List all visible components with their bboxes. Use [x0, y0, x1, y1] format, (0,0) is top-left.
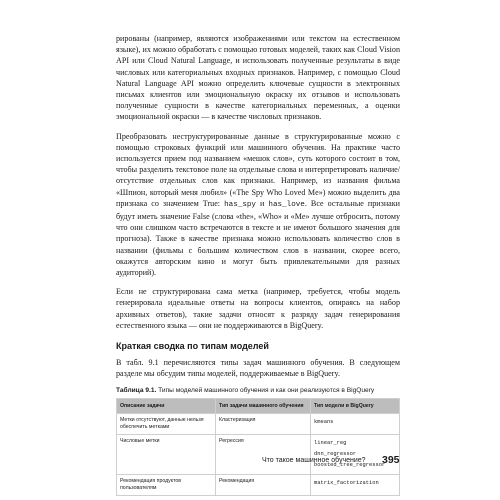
- paragraph-2: [116, 131, 400, 279]
- model-types-table: [116, 398, 400, 496]
- cell-models: [311, 414, 400, 435]
- table-caption-label: Таблица 9.1.: [116, 387, 157, 395]
- model-name: linear_reg: [314, 440, 347, 447]
- cell-task: Числовые метки: [117, 435, 216, 475]
- code-has-spy: has_spy: [224, 200, 256, 209]
- paragraph-1: рированы (например, являются изображениями или текстом на естественном языке), их можно обработать с помощью готовых моделей, таких как Cloud Vision API или Cloud Natural Language, и использовать полученные результаты в виде числовых или категориальных входных признаков. Например, с помощью Cloud Natural Language API можно определить ключевые сущности в электронных письмах клиентов или эмоциональную окраску их отзывов и использовать полученные сущности в качестве категориальных переменных, а оценки эмоциональной окраски — в качестве числовых признаков.: [116, 34, 400, 122]
- model-name: boosted_tree_regressor: [314, 462, 386, 469]
- code-has-love: has_love: [268, 200, 305, 209]
- paragraph-3: Если не структурирована сама метка (например, требуется, чтобы модель генерировала идеальные ответы на вопросы клиентов, опираясь на набор архивных ответов), такие задачи относят к разряду задач генерирования естественного языка — они не поддерживаются в BigQuery.: [116, 287, 400, 330]
- model-name: dnn_regressor: [314, 451, 357, 458]
- paragraph-2-part-b: . Все остальные признаки будут иметь значение False (слова «the», «Who» и «Me» лучше отбросить, потому что они слишком часто встречаются в тексте и не имеют большого значения для прогноза). Также в качестве признака можно использовать количество слов в названии (фильмы с большим количеством слов в названии, скорее всего, окажутся авторским кино и могут быть привлекательными для разных аудиторий).: [116, 198, 401, 278]
- cell-ml-type: Рекомендация: [216, 475, 311, 496]
- table-row: [117, 414, 400, 435]
- table-row: [117, 475, 400, 496]
- table-caption-text: Типы моделей машинного обучения и как они реализуются в BigQuery: [156, 387, 375, 395]
- paragraph-4: В табл. 9.1 перечисляются типы задач машинного обучения. В следующем разделе мы обсудим типы моделей, поддерживаемые в BigQuery.: [116, 358, 400, 379]
- cell-task: Метки отсутствуют, данные нельзя обеспечить метками: [117, 414, 216, 435]
- paragraph-2-and: и: [256, 198, 269, 208]
- page-content: [116, 33, 400, 496]
- paragraph-2-part-a: Преобразовать неструктурированные данные в структурированные можно с помощью строковых функций или машинного обучения. На практике часто используется прием под названием «мешок слов», суть которого состоит в том, чтобы разделить текстовое поле на отдельные слова и интерпретировать наличие/отсутствие отдельных слов как признаки. Например, из названия фильма «Шпион, который меня любил» («The Spy Who Loved Me») можно выделить два признака со значением True:: [116, 131, 400, 208]
- header-task: Описание задачи: [117, 399, 216, 414]
- model-name: matrix_factorization: [314, 480, 379, 487]
- section-title: Краткая сводка по типам моделей: [116, 341, 269, 352]
- running-footer: Что такое машинное обучение?: [262, 457, 366, 464]
- cell-models: [311, 475, 400, 496]
- table-row: [117, 435, 400, 475]
- table-header-row: [117, 399, 400, 414]
- table-caption: [116, 387, 400, 394]
- header-ml-type: Тип задачи машинного обучения: [216, 399, 311, 414]
- cell-ml-type: Регрессия: [216, 435, 311, 475]
- header-bq-model: Тип модели в BigQuery: [311, 399, 400, 414]
- cell-ml-type: Кластеризация: [216, 414, 311, 435]
- page-number: 395: [382, 454, 400, 466]
- cell-task: Рекомендация продуктов пользователям: [117, 475, 216, 496]
- model-name: kmeans: [314, 419, 334, 426]
